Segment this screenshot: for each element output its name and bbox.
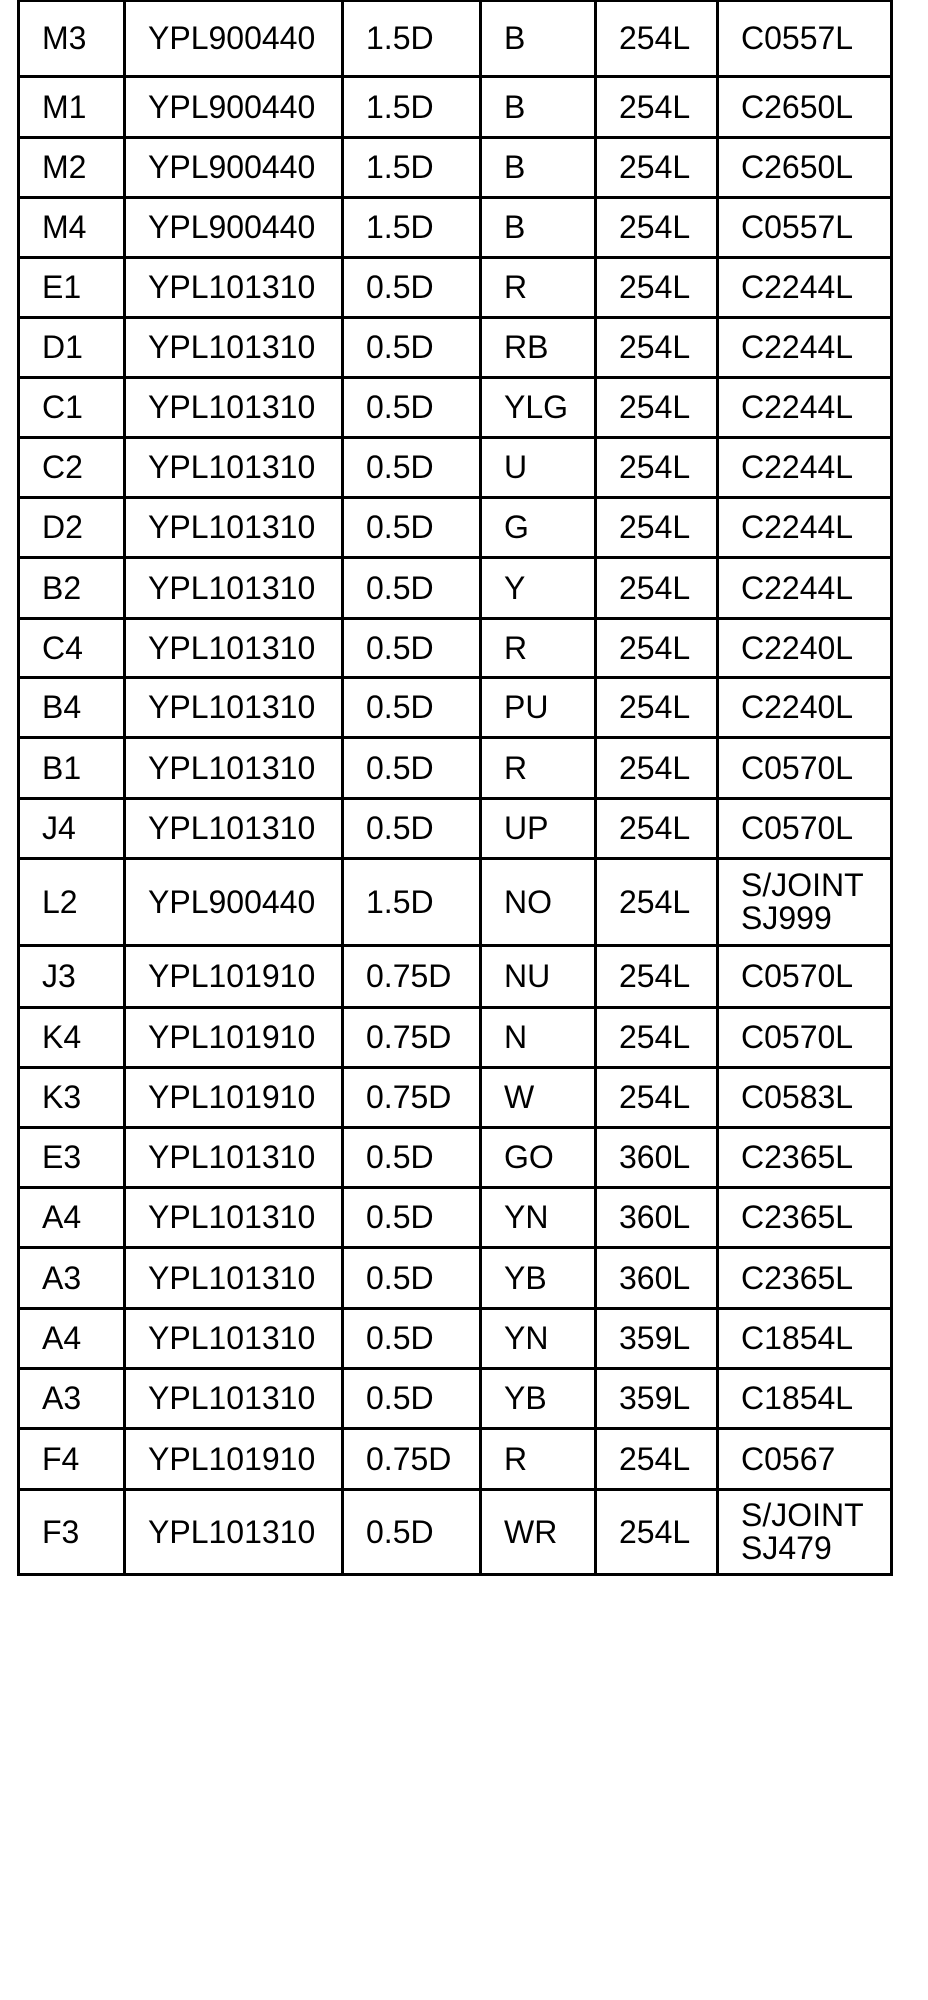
- length-cell: 254L: [596, 257, 718, 317]
- connector-cell: C2244L: [718, 377, 892, 437]
- part-number-cell: YPL101310: [125, 1127, 343, 1187]
- length-cell: 254L: [596, 1007, 718, 1067]
- table-row: [19, 858, 892, 945]
- color-cell: R: [481, 618, 596, 677]
- table-row: [19, 437, 892, 497]
- part-number-cell: YPL101910: [125, 1067, 343, 1127]
- position-cell: A3: [19, 1247, 125, 1308]
- part-number-cell: YPL101310: [125, 377, 343, 437]
- length-cell: 254L: [596, 76, 718, 137]
- length-cell: 254L: [596, 798, 718, 858]
- position-cell: F3: [19, 1489, 125, 1574]
- part-number-cell: YPL900440: [125, 76, 343, 137]
- connector-cell: C0567: [718, 1428, 892, 1489]
- connector-cell: C2650L: [718, 137, 892, 197]
- position-cell: A3: [19, 1368, 125, 1428]
- color-cell: G: [481, 497, 596, 557]
- position-cell: A4: [19, 1308, 125, 1368]
- size-cell: 1.5D: [343, 76, 481, 137]
- position-cell: M2: [19, 137, 125, 197]
- connector-cell: C2244L: [718, 257, 892, 317]
- part-number-cell: YPL101310: [125, 557, 343, 618]
- table-row: [19, 737, 892, 798]
- color-cell: YLG: [481, 377, 596, 437]
- connector-cell: C2244L: [718, 437, 892, 497]
- color-cell: YB: [481, 1247, 596, 1308]
- wire-list-table: [17, 0, 893, 1576]
- table-row: [19, 945, 892, 1007]
- table-row: [19, 1308, 892, 1368]
- length-cell: 359L: [596, 1308, 718, 1368]
- table-row: [19, 1428, 892, 1489]
- position-cell: J4: [19, 798, 125, 858]
- color-cell: GO: [481, 1127, 596, 1187]
- length-cell: 254L: [596, 197, 718, 257]
- connector-cell: C0570L: [718, 737, 892, 798]
- length-cell: 360L: [596, 1127, 718, 1187]
- part-number-cell: YPL101310: [125, 798, 343, 858]
- position-cell: E3: [19, 1127, 125, 1187]
- size-cell: 0.75D: [343, 945, 481, 1007]
- color-cell: UP: [481, 798, 596, 858]
- table-row: [19, 1067, 892, 1127]
- table-row: [19, 557, 892, 618]
- size-cell: 0.5D: [343, 557, 481, 618]
- table-row: [19, 677, 892, 737]
- connector-cell: C1854L: [718, 1368, 892, 1428]
- color-cell: B: [481, 76, 596, 137]
- length-cell: 254L: [596, 557, 718, 618]
- position-cell: E1: [19, 257, 125, 317]
- table-row: [19, 1007, 892, 1067]
- part-number-cell: YPL101310: [125, 1187, 343, 1247]
- color-cell: NO: [481, 858, 596, 945]
- connector-cell: C2650L: [718, 76, 892, 137]
- part-number-cell: YPL101310: [125, 1368, 343, 1428]
- connector-cell: C0583L: [718, 1067, 892, 1127]
- color-cell: NU: [481, 945, 596, 1007]
- size-cell: 0.5D: [343, 1247, 481, 1308]
- color-cell: YN: [481, 1187, 596, 1247]
- length-cell: 360L: [596, 1187, 718, 1247]
- length-cell: 254L: [596, 1, 718, 76]
- size-cell: 0.5D: [343, 1308, 481, 1368]
- part-number-cell: YPL101310: [125, 677, 343, 737]
- size-cell: 0.75D: [343, 1067, 481, 1127]
- size-cell: 0.5D: [343, 1489, 481, 1574]
- color-cell: R: [481, 737, 596, 798]
- size-cell: 0.75D: [343, 1007, 481, 1067]
- table-row: [19, 1368, 892, 1428]
- connector-cell: C2365L: [718, 1187, 892, 1247]
- length-cell: 254L: [596, 1067, 718, 1127]
- size-cell: 0.5D: [343, 497, 481, 557]
- part-number-cell: YPL101310: [125, 737, 343, 798]
- position-cell: F4: [19, 1428, 125, 1489]
- part-number-cell: YPL900440: [125, 1, 343, 76]
- connector-cell: C0557L: [718, 197, 892, 257]
- size-cell: 0.5D: [343, 437, 481, 497]
- length-cell: 254L: [596, 377, 718, 437]
- part-number-cell: YPL101310: [125, 1247, 343, 1308]
- connector-cell: C0557L: [718, 1, 892, 76]
- position-cell: C4: [19, 618, 125, 677]
- position-cell: C2: [19, 437, 125, 497]
- length-cell: 254L: [596, 677, 718, 737]
- connector-cell: C2244L: [718, 497, 892, 557]
- color-cell: PU: [481, 677, 596, 737]
- size-cell: 0.75D: [343, 1428, 481, 1489]
- table-row: [19, 1247, 892, 1308]
- color-cell: YN: [481, 1308, 596, 1368]
- position-cell: B1: [19, 737, 125, 798]
- part-number-cell: YPL101310: [125, 317, 343, 377]
- size-cell: 0.5D: [343, 737, 481, 798]
- connector-cell: C0570L: [718, 1007, 892, 1067]
- table-row: [19, 1187, 892, 1247]
- color-cell: B: [481, 197, 596, 257]
- length-cell: 359L: [596, 1368, 718, 1428]
- position-cell: D2: [19, 497, 125, 557]
- size-cell: 0.5D: [343, 377, 481, 437]
- length-cell: 254L: [596, 317, 718, 377]
- table-row: [19, 76, 892, 137]
- size-cell: 0.5D: [343, 618, 481, 677]
- size-cell: 1.5D: [343, 858, 481, 945]
- connector-cell: C2365L: [718, 1127, 892, 1187]
- table-row: [19, 257, 892, 317]
- size-cell: 0.5D: [343, 317, 481, 377]
- length-cell: 254L: [596, 497, 718, 557]
- size-cell: 1.5D: [343, 197, 481, 257]
- part-number-cell: YPL101910: [125, 1428, 343, 1489]
- length-cell: 254L: [596, 737, 718, 798]
- length-cell: 360L: [596, 1247, 718, 1308]
- position-cell: C1: [19, 377, 125, 437]
- table-row: [19, 137, 892, 197]
- connector-cell: C1854L: [718, 1308, 892, 1368]
- table-row: [19, 497, 892, 557]
- color-cell: N: [481, 1007, 596, 1067]
- length-cell: 254L: [596, 1489, 718, 1574]
- table-row: [19, 618, 892, 677]
- position-cell: M1: [19, 76, 125, 137]
- position-cell: K3: [19, 1067, 125, 1127]
- table-row: [19, 1489, 892, 1574]
- size-cell: 0.5D: [343, 677, 481, 737]
- position-cell: K4: [19, 1007, 125, 1067]
- connector-cell: C2244L: [718, 317, 892, 377]
- position-cell: B2: [19, 557, 125, 618]
- size-cell: 1.5D: [343, 1, 481, 76]
- part-number-cell: YPL101310: [125, 257, 343, 317]
- size-cell: 1.5D: [343, 137, 481, 197]
- part-number-cell: YPL900440: [125, 197, 343, 257]
- connector-cell: S/JOINT SJ479: [718, 1489, 892, 1574]
- part-number-cell: YPL101310: [125, 497, 343, 557]
- color-cell: Y: [481, 557, 596, 618]
- length-cell: 254L: [596, 858, 718, 945]
- part-number-cell: YPL101310: [125, 437, 343, 497]
- position-cell: J3: [19, 945, 125, 1007]
- connector-cell: C2244L: [718, 557, 892, 618]
- connector-cell: C2365L: [718, 1247, 892, 1308]
- size-cell: 0.5D: [343, 257, 481, 317]
- length-cell: 254L: [596, 618, 718, 677]
- color-cell: B: [481, 137, 596, 197]
- size-cell: 0.5D: [343, 1368, 481, 1428]
- position-cell: A4: [19, 1187, 125, 1247]
- wire-list-body: [19, 1, 892, 1574]
- color-cell: R: [481, 257, 596, 317]
- table-row: [19, 798, 892, 858]
- color-cell: U: [481, 437, 596, 497]
- position-cell: B4: [19, 677, 125, 737]
- color-cell: WR: [481, 1489, 596, 1574]
- position-cell: M4: [19, 197, 125, 257]
- color-cell: W: [481, 1067, 596, 1127]
- color-cell: YB: [481, 1368, 596, 1428]
- size-cell: 0.5D: [343, 1127, 481, 1187]
- table-row: [19, 1127, 892, 1187]
- part-number-cell: YPL900440: [125, 858, 343, 945]
- part-number-cell: YPL101910: [125, 1007, 343, 1067]
- connector-cell: S/JOINT SJ999: [718, 858, 892, 945]
- size-cell: 0.5D: [343, 798, 481, 858]
- part-number-cell: YPL101910: [125, 945, 343, 1007]
- table-row: [19, 377, 892, 437]
- length-cell: 254L: [596, 437, 718, 497]
- length-cell: 254L: [596, 1428, 718, 1489]
- position-cell: D1: [19, 317, 125, 377]
- connector-cell: C2240L: [718, 618, 892, 677]
- color-cell: RB: [481, 317, 596, 377]
- connector-cell: C0570L: [718, 798, 892, 858]
- position-cell: M3: [19, 1, 125, 76]
- table-row: [19, 1, 892, 76]
- part-number-cell: YPL101310: [125, 1308, 343, 1368]
- length-cell: 254L: [596, 945, 718, 1007]
- color-cell: B: [481, 1, 596, 76]
- position-cell: L2: [19, 858, 125, 945]
- color-cell: R: [481, 1428, 596, 1489]
- table-row: [19, 197, 892, 257]
- connector-cell: C0570L: [718, 945, 892, 1007]
- table-row: [19, 317, 892, 377]
- length-cell: 254L: [596, 137, 718, 197]
- part-number-cell: YPL101310: [125, 618, 343, 677]
- part-number-cell: YPL101310: [125, 1489, 343, 1574]
- size-cell: 0.5D: [343, 1187, 481, 1247]
- part-number-cell: YPL900440: [125, 137, 343, 197]
- connector-cell: C2240L: [718, 677, 892, 737]
